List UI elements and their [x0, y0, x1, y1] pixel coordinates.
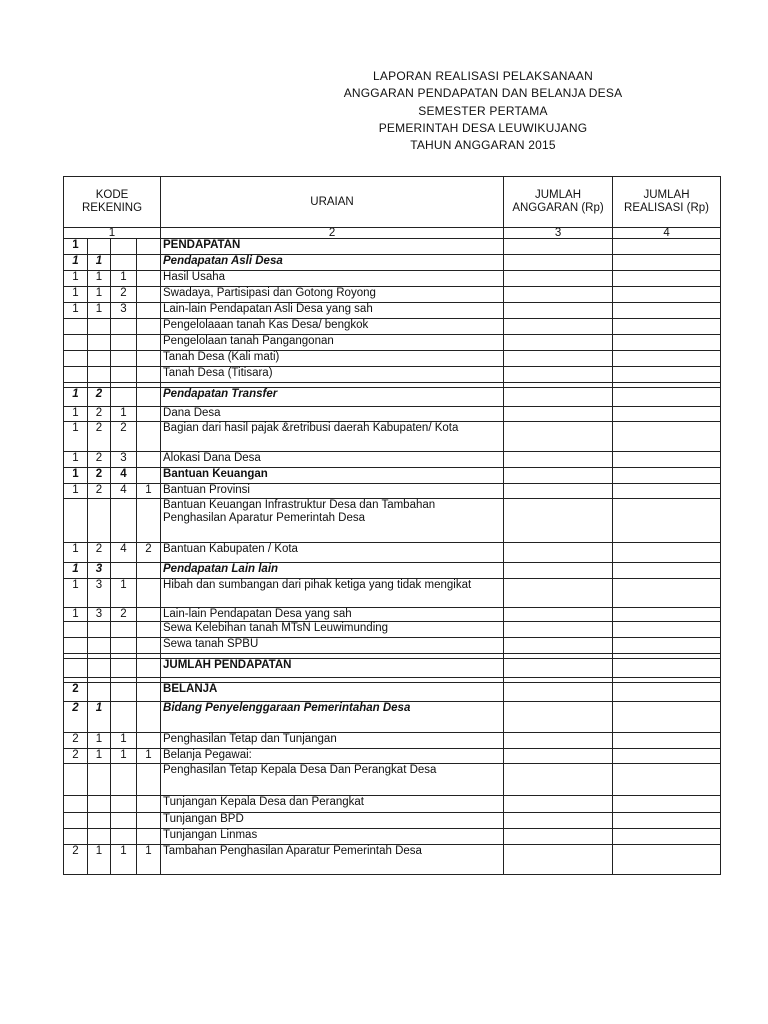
- kode-cell: [88, 683, 111, 702]
- kode-cell: [88, 638, 111, 654]
- realisasi-cell: [613, 764, 721, 796]
- kode-cell: [111, 388, 137, 407]
- kode-cell: [137, 287, 161, 303]
- anggaran-cell: [504, 351, 613, 367]
- kode-cell: [137, 764, 161, 796]
- kode-cell: [88, 319, 111, 335]
- table-row: [64, 845, 721, 875]
- kode-cell: 1: [111, 733, 137, 749]
- kode-cell: 2: [64, 683, 88, 702]
- anggaran-cell: [504, 367, 613, 383]
- kode-cell: 1: [64, 563, 88, 579]
- kode-cell: [64, 638, 88, 654]
- kode-cell: [64, 319, 88, 335]
- kode-cell: [137, 422, 161, 452]
- kode-cell: 1: [88, 733, 111, 749]
- uraian-cell: Hasil Usaha: [161, 271, 504, 287]
- kode-cell: [88, 796, 111, 813]
- anggaran-header: [504, 177, 613, 228]
- uraian-cell: Tanah Desa (Titisara): [161, 367, 504, 383]
- kode-cell: [137, 407, 161, 422]
- anggaran-cell: [504, 543, 613, 563]
- kode-cell: [88, 239, 111, 255]
- kode-cell: [64, 351, 88, 367]
- kode-cell: 1: [88, 845, 111, 875]
- table-row: [64, 255, 721, 271]
- kode-cell: 1: [64, 543, 88, 563]
- realisasi-cell: [613, 845, 721, 875]
- table-row: [64, 351, 721, 367]
- kode-cell: 2: [88, 407, 111, 422]
- uraian-cell: Tanah Desa (Kali mati): [161, 351, 504, 367]
- table-row: [64, 579, 721, 608]
- kode-cell: 2: [111, 608, 137, 622]
- kode-cell: [88, 622, 111, 638]
- kode-cell: [111, 335, 137, 351]
- kode-cell: [137, 622, 161, 638]
- anggaran-cell: [504, 796, 613, 813]
- realisasi-cell: [613, 239, 721, 255]
- kode-cell: 2: [111, 422, 137, 452]
- realisasi-cell: [613, 749, 721, 764]
- kode-cell: [137, 608, 161, 622]
- kode-cell: [111, 796, 137, 813]
- kode-cell: [88, 829, 111, 845]
- kode-cell: 1: [64, 287, 88, 303]
- kode-cell: [137, 303, 161, 319]
- header-label: REALISASI (Rp): [624, 202, 710, 214]
- anggaran-cell: [504, 563, 613, 579]
- kode-cell: 1: [64, 452, 88, 468]
- kode-cell: 1: [137, 484, 161, 499]
- anggaran-cell: [504, 468, 613, 484]
- kode-cell: 1: [111, 271, 137, 287]
- kode-cell: [111, 764, 137, 796]
- kode-cell: 4: [111, 468, 137, 484]
- kode-cell: 1: [64, 271, 88, 287]
- anggaran-cell: [504, 608, 613, 622]
- table-row: [64, 563, 721, 579]
- kode-cell: 1: [111, 407, 137, 422]
- kode-cell: [111, 367, 137, 383]
- column-number-row: [64, 228, 721, 239]
- header-label: ANGGARAN (Rp): [512, 202, 604, 214]
- kode-cell: [111, 351, 137, 367]
- kode-cell: [64, 796, 88, 813]
- kode-cell: 2: [88, 543, 111, 563]
- anggaran-cell: [504, 702, 613, 733]
- kode-cell: [137, 239, 161, 255]
- kode-cell: [64, 499, 88, 543]
- realisasi-cell: [613, 351, 721, 367]
- table-row: [64, 388, 721, 407]
- realisasi-cell: [613, 388, 721, 407]
- kode-cell: [88, 351, 111, 367]
- kode-cell: 1: [88, 749, 111, 764]
- table-row: [64, 239, 721, 255]
- title-line: PEMERINTAH DESA LEUWIKUJANG: [378, 120, 588, 135]
- uraian-cell: Pengelolaan tanah Pangangonan: [161, 335, 504, 351]
- anggaran-cell: [504, 407, 613, 422]
- kode-cell: 1: [88, 702, 111, 733]
- kode-cell: [111, 829, 137, 845]
- kode-cell: [111, 813, 137, 829]
- column-number: 4: [613, 228, 721, 239]
- uraian-cell: Belanja Pegawai:: [161, 749, 504, 764]
- uraian-cell: Lain-lain Pendapatan Asli Desa yang sah: [161, 303, 504, 319]
- uraian-cell: BELANJA: [161, 683, 504, 702]
- header-label: KODE: [95, 189, 129, 201]
- realisasi-cell: [613, 255, 721, 271]
- realisasi-cell: [613, 543, 721, 563]
- kode-cell: [64, 813, 88, 829]
- kode-cell: 4: [111, 543, 137, 563]
- kode-cell: [137, 271, 161, 287]
- kode-cell: [137, 499, 161, 543]
- anggaran-cell: [504, 484, 613, 499]
- kode-cell: 1: [64, 468, 88, 484]
- table-row: [64, 683, 721, 702]
- anggaran-cell: [504, 622, 613, 638]
- uraian-cell: Pendapatan Asli Desa: [161, 255, 504, 271]
- uraian-cell: Bantuan Keuangan Infrastruktur Desa dan Tambahan Penghasilan Aparatur Pemerintah Desa: [161, 499, 504, 543]
- kode-cell: [88, 659, 111, 678]
- column-number: 1: [64, 228, 161, 239]
- uraian-cell: Tambahan Penghasilan Aparatur Pemerintah Desa: [161, 845, 504, 875]
- realisasi-cell: [613, 452, 721, 468]
- realisasi-cell: [613, 499, 721, 543]
- anggaran-cell: [504, 388, 613, 407]
- column-number: 2: [161, 228, 504, 239]
- kode-cell: [137, 468, 161, 484]
- report-title: [300, 68, 666, 154]
- kode-cell: 3: [111, 452, 137, 468]
- uraian-cell: Bantuan Provinsi: [161, 484, 504, 499]
- kode-cell: 1: [64, 422, 88, 452]
- kode-cell: 4: [111, 484, 137, 499]
- realisasi-cell: [613, 319, 721, 335]
- anggaran-cell: [504, 335, 613, 351]
- uraian-cell: Sewa Kelebihan tanah MTsN Leuwimunding: [161, 622, 504, 638]
- table-row: [64, 271, 721, 287]
- kode-cell: 1: [111, 579, 137, 608]
- realisasi-cell: [613, 829, 721, 845]
- table-row: [64, 543, 721, 563]
- kode-cell: 1: [88, 255, 111, 271]
- kode-cell: [64, 335, 88, 351]
- kode-cell: 3: [111, 303, 137, 319]
- realisasi-cell: [613, 335, 721, 351]
- kode-cell: 1: [88, 303, 111, 319]
- realisasi-cell: [613, 287, 721, 303]
- title-line: LAPORAN REALISASI PELAKSANAAN: [373, 69, 593, 83]
- anggaran-cell: [504, 239, 613, 255]
- kode-cell: 1: [64, 303, 88, 319]
- table-row: [64, 829, 721, 845]
- budget-table: [63, 176, 721, 875]
- anggaran-cell: [504, 659, 613, 678]
- header-label: JUMLAH: [643, 189, 690, 201]
- uraian-cell: Penghasilan Tetap dan Tunjangan: [161, 733, 504, 749]
- kode-cell: [137, 702, 161, 733]
- table-header-row: [64, 177, 721, 228]
- realisasi-header: [613, 177, 721, 228]
- kode-cell: [137, 367, 161, 383]
- anggaran-cell: [504, 813, 613, 829]
- table-row: [64, 335, 721, 351]
- kode-cell: 3: [88, 579, 111, 608]
- kode-cell: [64, 622, 88, 638]
- kode-cell: [111, 499, 137, 543]
- kode-cell: [111, 239, 137, 255]
- realisasi-cell: [613, 367, 721, 383]
- kode-cell: 1: [111, 749, 137, 764]
- uraian-cell: Dana Desa: [161, 407, 504, 422]
- uraian-cell: Tunjangan Kepala Desa dan Perangkat: [161, 796, 504, 813]
- realisasi-cell: [613, 271, 721, 287]
- anggaran-cell: [504, 287, 613, 303]
- kode-cell: 2: [88, 452, 111, 468]
- anggaran-cell: [504, 845, 613, 875]
- table-row: [64, 367, 721, 383]
- table-row: [64, 622, 721, 638]
- kode-cell: 1: [64, 255, 88, 271]
- anggaran-cell: [504, 683, 613, 702]
- table-row: [64, 484, 721, 499]
- anggaran-cell: [504, 764, 613, 796]
- kode-cell: [88, 764, 111, 796]
- anggaran-cell: [504, 271, 613, 287]
- uraian-cell: Tunjangan BPD: [161, 813, 504, 829]
- anggaran-cell: [504, 749, 613, 764]
- kode-cell: [111, 255, 137, 271]
- table-row: [64, 638, 721, 654]
- uraian-cell: JUMLAH PENDAPATAN: [161, 659, 504, 678]
- kode-cell: 1: [64, 484, 88, 499]
- table-row: [64, 764, 721, 796]
- realisasi-cell: [613, 407, 721, 422]
- realisasi-cell: [613, 303, 721, 319]
- anggaran-cell: [504, 255, 613, 271]
- realisasi-cell: [613, 468, 721, 484]
- kode-cell: [64, 659, 88, 678]
- kode-cell: [88, 813, 111, 829]
- kode-cell: [137, 638, 161, 654]
- kode-cell: 2: [111, 287, 137, 303]
- uraian-cell: Pengelolaaan tanah Kas Desa/ bengkok: [161, 319, 504, 335]
- table-row: [64, 319, 721, 335]
- kode-cell: [64, 829, 88, 845]
- kode-cell: 2: [64, 733, 88, 749]
- title-line: SEMESTER PERTAMA: [418, 103, 548, 118]
- uraian-cell: Swadaya, Partisipasi dan Gotong Royong: [161, 287, 504, 303]
- table-row: [64, 608, 721, 622]
- kode-cell: [111, 319, 137, 335]
- header-label: JUMLAH: [535, 189, 582, 201]
- anggaran-cell: [504, 829, 613, 845]
- uraian-cell: Bantuan Kabupaten / Kota: [161, 543, 504, 563]
- title-line: TAHUN ANGGARAN 2015: [410, 138, 556, 153]
- table-row: [64, 407, 721, 422]
- anggaran-cell: [504, 579, 613, 608]
- kode-cell: [137, 659, 161, 678]
- kode-cell: [111, 563, 137, 579]
- uraian-cell: Pendapatan Lain lain: [161, 563, 504, 579]
- realisasi-cell: [613, 622, 721, 638]
- realisasi-cell: [613, 683, 721, 702]
- uraian-cell: Bidang Penyelenggaraan Pemerintahan Desa: [161, 702, 504, 733]
- kode-cell: [137, 683, 161, 702]
- kode-cell: 1: [88, 287, 111, 303]
- kode-cell: [137, 255, 161, 271]
- kode-cell: [137, 796, 161, 813]
- realisasi-cell: [613, 484, 721, 499]
- table-row: [64, 813, 721, 829]
- kode-cell: [111, 638, 137, 654]
- title-line: ANGGARAN PENDAPATAN DAN BELANJA DESA: [343, 86, 623, 101]
- kode-cell: 2: [137, 543, 161, 563]
- realisasi-cell: [613, 563, 721, 579]
- anggaran-cell: [504, 319, 613, 335]
- kode-cell: 1: [137, 845, 161, 875]
- table-row: [64, 303, 721, 319]
- uraian-cell: Tunjangan Linmas: [161, 829, 504, 845]
- kode-cell: 2: [88, 468, 111, 484]
- kode-rekening-header: [64, 177, 161, 228]
- table-row: [64, 499, 721, 543]
- table-row: [64, 796, 721, 813]
- kode-cell: [88, 335, 111, 351]
- uraian-cell: Bagian dari hasil pajak &retribusi daerah Kabupaten/ Kota: [161, 422, 504, 452]
- realisasi-cell: [613, 638, 721, 654]
- anggaran-cell: [504, 499, 613, 543]
- kode-cell: [137, 319, 161, 335]
- uraian-header: URAIAN: [161, 177, 504, 228]
- anggaran-cell: [504, 733, 613, 749]
- kode-cell: 1: [64, 388, 88, 407]
- kode-cell: 1: [64, 407, 88, 422]
- anggaran-cell: [504, 452, 613, 468]
- table-row: [64, 468, 721, 484]
- kode-cell: [137, 579, 161, 608]
- anggaran-cell: [504, 422, 613, 452]
- realisasi-cell: [613, 733, 721, 749]
- kode-cell: 2: [64, 702, 88, 733]
- kode-cell: [137, 388, 161, 407]
- anggaran-cell: [504, 303, 613, 319]
- kode-cell: [111, 683, 137, 702]
- table-row: [64, 733, 721, 749]
- kode-cell: [137, 733, 161, 749]
- kode-cell: 1: [64, 608, 88, 622]
- kode-cell: 2: [88, 422, 111, 452]
- kode-cell: 2: [88, 484, 111, 499]
- kode-cell: [64, 367, 88, 383]
- table-row: [64, 452, 721, 468]
- table-row: [64, 422, 721, 452]
- kode-cell: [137, 563, 161, 579]
- kode-cell: [88, 367, 111, 383]
- uraian-cell: Lain-lain Pendapatan Desa yang sah: [161, 608, 504, 622]
- uraian-cell: Sewa tanah SPBU: [161, 638, 504, 654]
- table-row: [64, 749, 721, 764]
- kode-cell: 1: [111, 845, 137, 875]
- realisasi-cell: [613, 813, 721, 829]
- kode-cell: [88, 499, 111, 543]
- kode-cell: 1: [137, 749, 161, 764]
- kode-cell: 2: [88, 388, 111, 407]
- kode-cell: [137, 351, 161, 367]
- kode-cell: [137, 452, 161, 468]
- anggaran-cell: [504, 638, 613, 654]
- uraian-cell: Hibah dan sumbangan dari pihak ketiga yang tidak mengikat: [161, 579, 504, 608]
- realisasi-cell: [613, 659, 721, 678]
- kode-cell: 1: [88, 271, 111, 287]
- uraian-cell: PENDAPATAN: [161, 239, 504, 255]
- kode-cell: [111, 659, 137, 678]
- table-row: [64, 659, 721, 678]
- realisasi-cell: [613, 422, 721, 452]
- kode-cell: 2: [64, 749, 88, 764]
- kode-cell: [64, 764, 88, 796]
- uraian-cell: Bantuan Keuangan: [161, 468, 504, 484]
- table-row: [64, 702, 721, 733]
- column-number: 3: [504, 228, 613, 239]
- kode-cell: 3: [88, 608, 111, 622]
- kode-cell: [137, 829, 161, 845]
- uraian-cell: Penghasilan Tetap Kepala Desa Dan Perangkat Desa: [161, 764, 504, 796]
- kode-cell: [111, 622, 137, 638]
- realisasi-cell: [613, 579, 721, 608]
- kode-cell: 3: [88, 563, 111, 579]
- kode-cell: [111, 702, 137, 733]
- kode-cell: 2: [64, 845, 88, 875]
- uraian-cell: Pendapatan Transfer: [161, 388, 504, 407]
- kode-cell: 1: [64, 239, 88, 255]
- header-label: REKENING: [81, 202, 143, 214]
- realisasi-cell: [613, 702, 721, 733]
- kode-cell: [137, 335, 161, 351]
- realisasi-cell: [613, 608, 721, 622]
- kode-cell: [137, 813, 161, 829]
- kode-cell: 1: [64, 579, 88, 608]
- realisasi-cell: [613, 796, 721, 813]
- table-row: [64, 287, 721, 303]
- uraian-cell: Alokasi Dana Desa: [161, 452, 504, 468]
